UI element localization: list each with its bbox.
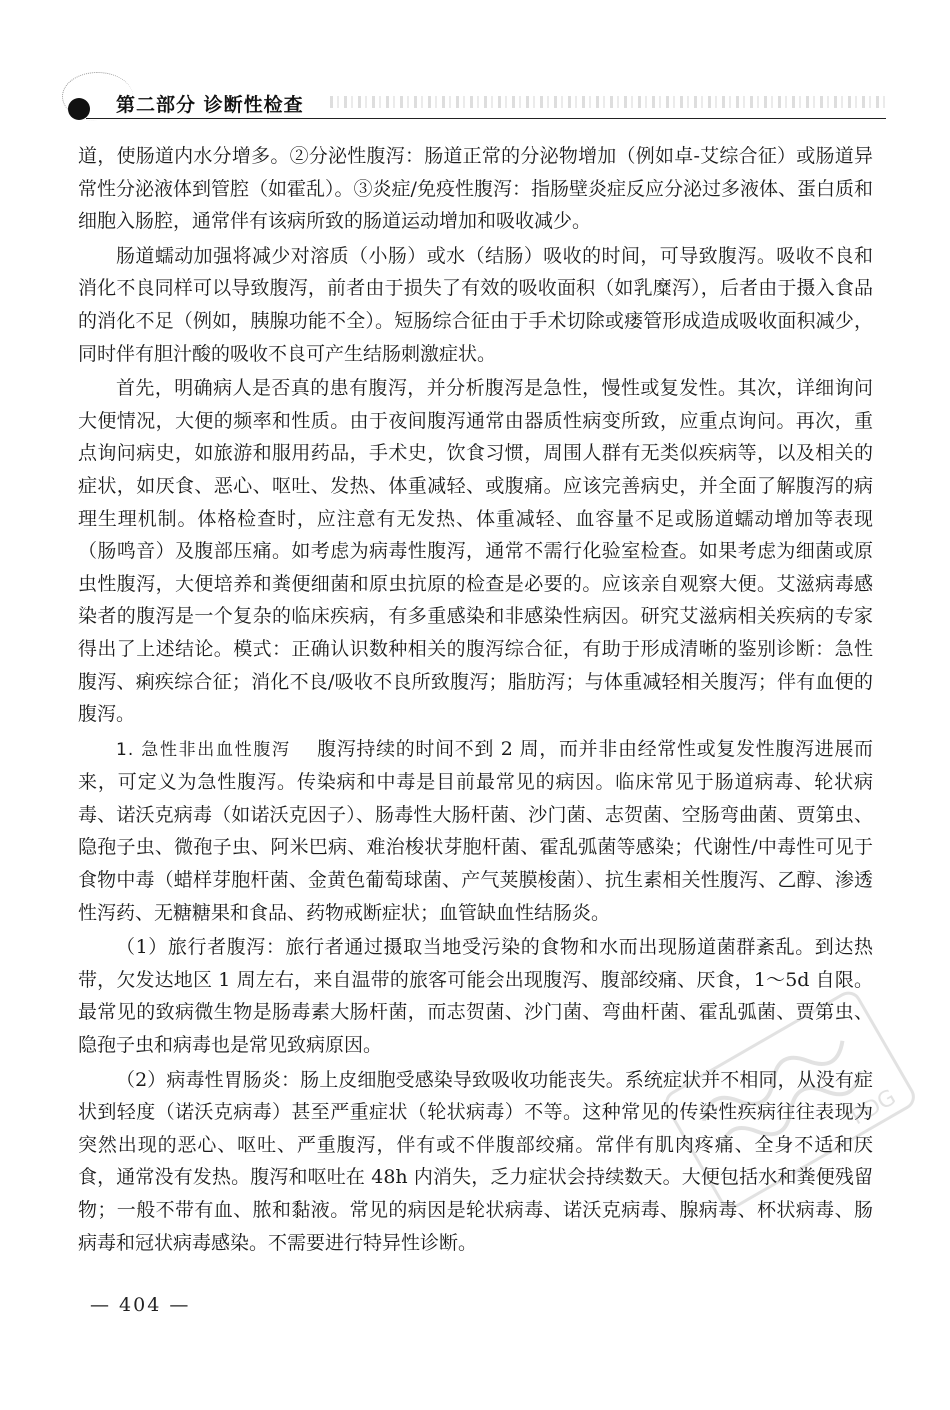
section-title: 第二部分 诊断性检查: [116, 94, 304, 116]
running-header: [68, 78, 888, 122]
header-rule: [86, 118, 886, 119]
watermark-label: PDG: [846, 1085, 901, 1131]
header-bullet-icon: [68, 98, 90, 120]
paragraph-2: 肠道蠕动加强将减少对溶质（小肠）或水（结肠）吸收的时间，可导致腹泻。吸收不良和消化不良同样可以导致腹泻，前者由于损失了有效的吸收面积（如乳糜泻），后者由于摄入食品的消化不足（例如，胰腺功能不全）。短肠综合征由于手术切除或瘘管形成造成吸收面积减少，同时伴有胆汁酸的吸收不良可产生结肠刺激症状。: [78, 244, 873, 365]
paragraph-6: （2）病毒性胃肠炎：肠上皮细胞受感染导致吸收功能丧失。系统症状并不相同，从没有症状到轻度（诺沃克病毒）甚至严重症状（轮状病毒）不等。这种常见的传染性疾病往往表现为突然出现的恶心、呕吐、严重腹泻，伴有或不伴腹部绞痛。常伴有肌肉疼痛、全身不适和厌食，通常没有发热。腹泻和呕吐在 48h 内消失，乏力症状会持续数天。大便包括水和粪便残留物；一般不带有血、脓和黏液。常见的病因是轮状病毒、诺沃克病毒、腺病毒、杯状病毒、肠病毒和冠状病毒感染。不需要进行特异性诊断。: [78, 1068, 873, 1254]
subheading-acute-nonbloody-diarrhea: 1. 急性非出血性腹泻: [116, 739, 291, 760]
paragraph-1: 道，使肠道内水分增多。②分泌性腹泻：肠道正常的分泌物增加（例如卓-艾综合征）或肠道异常性分泌液体到管腔（如霍乱）。③炎症/免疫性腹泻：指肠壁炎症反应分泌过多液体、蛋白质和细胞入肠腔，通常伴有该病所致的肠道运动增加和吸收减少。: [78, 145, 873, 233]
page-number: — 404 —: [90, 1294, 191, 1316]
paragraph-4: [78, 733, 873, 930]
paragraph-4-body: 腹泻持续的时间不到 2 周，而并非由经常性或复发性腹泻进展而来，可定义为急性腹泻。传染病和中毒是目前最常见的病因。临床常见于肠道病毒、轮状病毒、诺沃克病毒（如诺沃克因子）、肠毒性大肠杆菌、沙门菌、志贺菌、空肠弯曲菌、贾第虫、隐孢子虫、微孢子虫、阿米巴病、难治梭状芽胞杆菌、霍乱弧菌等感染；代谢性/中毒性可见于食物中毒（蜡样芽胞杆菌、金黄色葡萄球菌、产气荚膜梭菌）、抗生素相关性腹泻、乙醇、渗透性泻药、无糖糖果和食品、药物戒断症状；血管缺血性结肠炎。: [78, 737, 874, 924]
header-scan-noise: [330, 96, 890, 108]
paragraph-3: 首先，明确病人是否真的患有腹泻，并分析腹泻是急性，慢性或复发性。其次，详细询问大便情况，大便的频率和性质。由于夜间腹泻通常由器质性病变所致，应重点询问。再次，重点询问病史，如旅游和服用药品，手术史，饮食习惯，周围人群有无类似疾病等，以及相关的症状，如厌食、恶心、呕吐、发热、体重减轻、或腹痛。应该完善病史，并全面了解腹泻的病理生理机制。体格检查时，应注意有无发热、体重减轻、血容量不足或肠道蠕动增加等表现（肠鸣音）及腹部压痛。如考虑为病毒性腹泻，通常不需行化验室检查。如果考虑为细菌或原虫性腹泻，大便培养和粪便细菌和原虫抗原的检查是必要的。应该亲自观察大便。艾滋病毒感染者的腹泻是一个复杂的临床疾病，有多重感染和非感染性病因。研究艾滋病相关疾病的专家得出了上述结论。模式：正确认识数种相关的腹泻综合征，有助于形成清晰的鉴别诊断：急性腹泻、痢疾综合征；消化不良/吸收不良所致腹泻；脂肪泻；与体重减轻相关腹泻；伴有血便的腹泻。: [78, 377, 873, 726]
paragraph-5: （1）旅行者腹泻：旅行者通过摄取当地受污染的食物和水而出现肠道菌群紊乱。到达热带，欠发达地区 1 周左右，来自温带的旅客可能会出现腹泻、腹部绞痛、厌食，1～5d 自限。最常见的致病微生物是肠毒素大肠杆菌，而志贺菌、沙门菌、弯曲杆菌、霍乱弧菌、贾第虫、隐孢子虫和病毒也是常见致病原因。: [78, 936, 873, 1057]
library-watermark-stamp: [660, 985, 920, 1215]
